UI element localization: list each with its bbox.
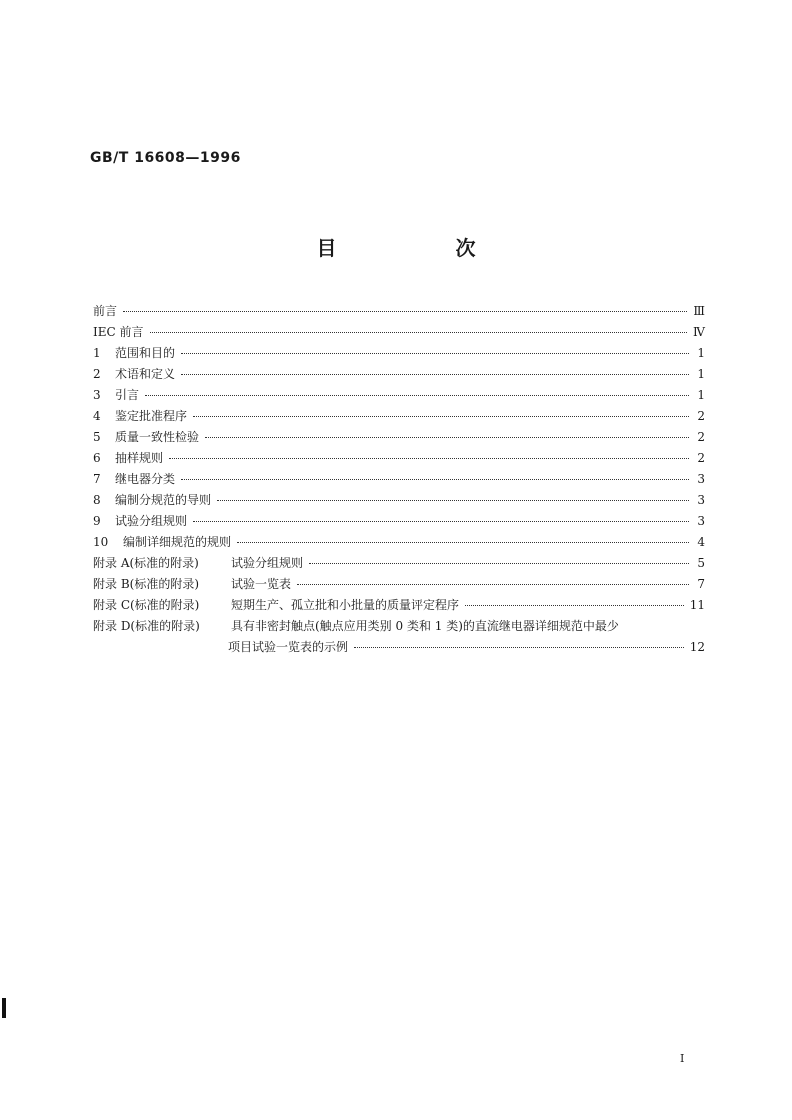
toc-title: 目 次	[316, 236, 532, 260]
toc-entry-page: 1	[697, 367, 705, 381]
toc-entry-iec-foreword[interactable]	[93, 323, 705, 344]
toc-entry-page: 2	[697, 409, 705, 423]
toc-entry-label: IEC 前言	[93, 325, 144, 339]
toc-entry-3[interactable]	[93, 386, 705, 407]
toc-entry-number: 5	[93, 430, 101, 444]
toc-entry-label: 术语和定义	[115, 367, 176, 381]
toc-leader	[193, 416, 689, 417]
toc-entry-page: 2	[697, 451, 705, 465]
toc-entry-label: 编制详细规范的规则	[123, 535, 232, 549]
toc-entry-label: 试验分组规则	[231, 556, 304, 570]
toc-entry-label-continued: 项目试验一览表的示例	[228, 640, 349, 654]
toc-entry-8[interactable]	[93, 491, 705, 512]
toc-entry-1[interactable]	[93, 344, 705, 365]
toc-appendix-prefix: 附录 D(标准的附录)	[93, 619, 200, 633]
toc-entry-page: 3	[697, 493, 705, 507]
toc-entry-page: Ⅳ	[693, 325, 705, 339]
toc-entry-2[interactable]	[93, 365, 705, 386]
toc-entry-label: 鉴定批准程序	[115, 409, 188, 423]
toc-leader	[123, 311, 687, 312]
toc-entry-page: 1	[697, 388, 705, 402]
toc-entry-9[interactable]	[93, 512, 705, 533]
toc-entry-number: 9	[93, 514, 101, 528]
toc-appendix-c[interactable]	[93, 596, 705, 617]
toc-entry-label: 范围和目的	[115, 346, 176, 360]
toc-leader	[181, 353, 689, 354]
toc-appendix-b[interactable]	[93, 575, 705, 596]
toc-entry-6[interactable]	[93, 449, 705, 470]
toc-appendix-d[interactable]	[93, 617, 705, 638]
toc-leader	[309, 563, 689, 564]
toc-entry-number: 1	[93, 346, 101, 360]
toc-leader	[181, 374, 689, 375]
toc-entry-label: 试验一览表	[231, 577, 292, 591]
toc-entry-label: 质量一致性检验	[115, 430, 200, 444]
toc-entry-label: 编制分规范的导则	[115, 493, 212, 507]
toc-leader	[181, 479, 689, 480]
toc-entry-label: 前言	[93, 304, 118, 318]
toc-entry-foreword[interactable]	[93, 302, 705, 323]
toc-entry-page: 7	[697, 577, 705, 591]
toc-entry-page: 2	[697, 430, 705, 444]
toc-entry-page: 12	[689, 640, 705, 654]
toc-leader	[237, 542, 689, 543]
toc-entry-number: 4	[93, 409, 101, 423]
toc-entry-number: 7	[93, 472, 101, 486]
toc-entry-4[interactable]	[93, 407, 705, 428]
toc-entry-number: 8	[93, 493, 101, 507]
toc-entry-page: 3	[697, 514, 705, 528]
toc-leader	[354, 647, 684, 648]
page-number: I	[680, 1052, 685, 1065]
toc-entry-10[interactable]	[93, 533, 705, 554]
toc-entry-7[interactable]	[93, 470, 705, 491]
toc-leader	[145, 395, 689, 396]
table-of-contents	[93, 302, 705, 659]
toc-entry-label: 具有非密封触点(触点应用类别 0 类和 1 类)的直流继电器详细规范中最少	[231, 619, 619, 633]
document-code: GB/T 16608—1996	[90, 150, 241, 166]
toc-entry-number: 3	[93, 388, 101, 402]
toc-leader	[169, 458, 689, 459]
toc-entry-label: 继电器分类	[115, 472, 176, 486]
toc-leader	[193, 521, 689, 522]
toc-entry-number: 6	[93, 451, 101, 465]
toc-leader	[465, 605, 684, 606]
toc-appendix-prefix: 附录 B(标准的附录)	[93, 577, 199, 591]
toc-entry-number: 10	[93, 535, 109, 549]
scan-margin-mark	[2, 998, 6, 1018]
toc-leader	[205, 437, 689, 438]
toc-entry-page: 1	[697, 346, 705, 360]
toc-entry-page: 4	[697, 535, 705, 549]
toc-entry-page: 3	[697, 472, 705, 486]
toc-entry-page: 11	[689, 598, 705, 612]
toc-entry-number: 2	[93, 367, 101, 381]
toc-entry-5[interactable]	[93, 428, 705, 449]
toc-leader	[297, 584, 689, 585]
toc-entry-label: 引言	[115, 388, 140, 402]
toc-entry-page: Ⅲ	[693, 304, 705, 318]
toc-leader	[217, 500, 689, 501]
toc-entry-label: 试验分组规则	[115, 514, 188, 528]
toc-entry-page: 5	[697, 556, 705, 570]
toc-appendix-prefix: 附录 C(标准的附录)	[93, 598, 200, 612]
toc-entry-label: 短期生产、孤立批和小批量的质量评定程序	[231, 598, 460, 612]
toc-appendix-prefix: 附录 A(标准的附录)	[93, 556, 199, 570]
toc-appendix-d-continued[interactable]	[93, 638, 705, 659]
toc-leader	[150, 332, 688, 333]
toc-entry-label: 抽样规则	[115, 451, 164, 465]
toc-appendix-a[interactable]	[93, 554, 705, 575]
